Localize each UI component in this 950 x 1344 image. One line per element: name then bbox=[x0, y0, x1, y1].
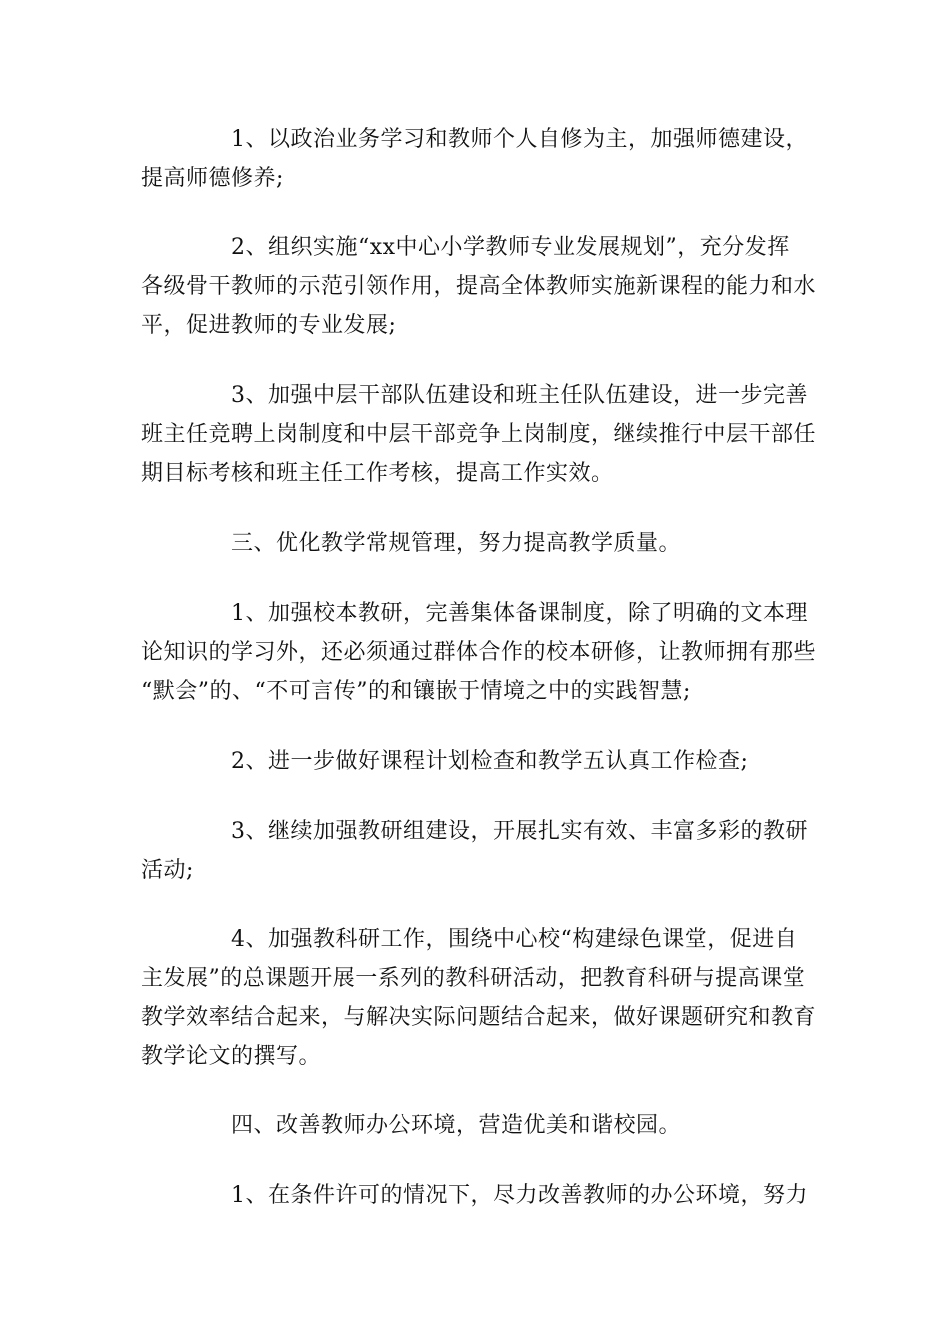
paragraph-teacher-ethics: 1、以政治业务学习和教师个人自修为主，加强师德建设， 提高师德修养; bbox=[141, 127, 808, 191]
paragraph-research-work: 4、加强教科研工作，围绕中心校“构建绿色课堂，促进自 主发展”的总课题开展一系列的教科研活动，把教育科研与提高课堂 教学效率结合起来，与解决实际问题结合起来，做好课题研究和教育 教学论文的撰写。 bbox=[141, 927, 817, 1069]
paragraph-professional-development: 2、组织实施“xx中心小学教师专业发展规划”，充分发挥 各级骨干教师的示范引领作用，提高全体教师实施新课程的能力和水 平，促进教师的专业发展; bbox=[141, 235, 817, 338]
section-heading-teaching-management: 三、优化教学常规管理，努力提高教学质量。 bbox=[141, 531, 682, 556]
paragraph-research-group: 3、继续加强教研组建设，开展扎实有效、丰富多彩的教研 活动; bbox=[141, 819, 808, 883]
paragraph-office-improvement: 1、在条件许可的情况下，尽力改善教师的办公环境，努力 bbox=[141, 1183, 808, 1208]
paragraph-curriculum-check: 2、进一步做好课程计划检查和教学五认真工作检查; bbox=[141, 749, 749, 774]
paragraph-cadre-team: 3、加强中层干部队伍建设和班主任队伍建设，进一步完善 班主任竞聘上岗制度和中层干部竞争上岗制度，继续推行中层干部任 期目标考核和班主任工作考核，提高工作实效。 bbox=[141, 383, 817, 486]
paragraph-school-research: 1、加强校本教研，完善集体备课制度，除了明确的文本理 论知识的学习外，还必须通过群体合作的校本研修，让教师拥有那些 “默会”的、“不可言传”的和镶嵌于情境之中的实践智慧; bbox=[141, 601, 817, 704]
section-heading-office-environment: 四、改善教师办公环境，营造优美和谐校园。 bbox=[141, 1113, 682, 1138]
